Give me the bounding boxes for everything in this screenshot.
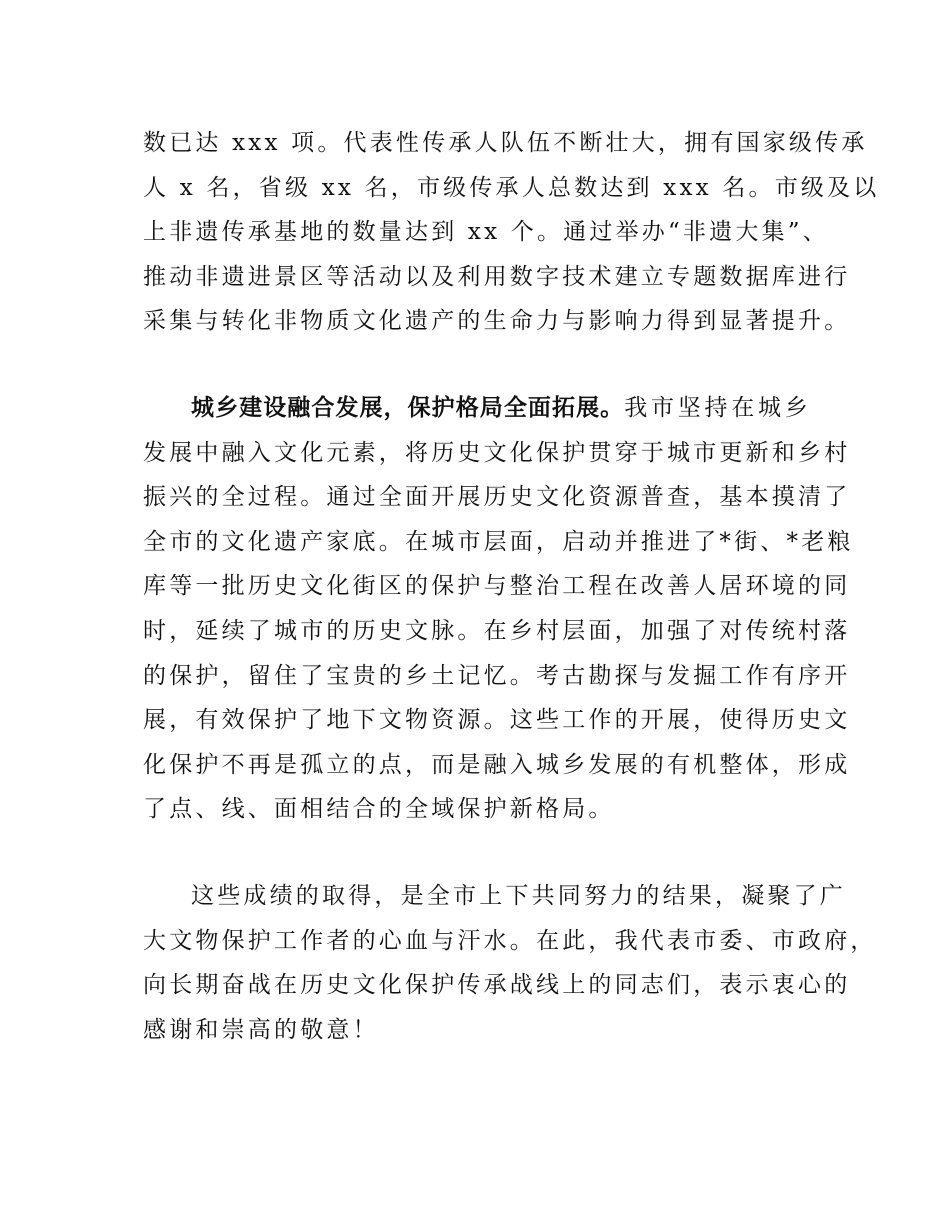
text-line: 感谢和崇高的敬意！ [143,1016,379,1043]
text-line: 人 x 名，省级 xx 名，市级传承人总数达到 xxx 名。市级及以 [143,174,880,201]
text-line: 推动非遗进景区等活动以及利用数字技术建立专题数据库进行 [143,263,851,290]
text-fragment: 我市坚持在城乡 [624,394,812,421]
text-line: 向长期奋战在历史文化保护传承战线上的同志们，表示衷心的 [143,972,851,999]
paragraph-heading: 城乡建设融合发展，保护格局全面拓展。 [191,394,625,421]
text-line-with-heading [143,386,811,431]
text-fragment: 这些成绩的取得，是全市上下共同努力的结果，凝聚了广 [191,882,846,909]
text-line: 上非遗传承基地的数量达到 xx 个。通过举办“非遗大集”、 [143,219,829,246]
document-page [143,121,880,1094]
paragraph-urban-rural-protection [143,386,854,832]
text-line: 时，延续了城市的历史文脉。在乡村层面，加强了对传统村落 [143,617,851,644]
text-line: 库等一批历史文化街区的保护与整治工程在改善人居环境的同 [143,573,851,600]
text-line: 的保护，留住了宝贵的乡土记忆。考古勘探与发掘工作有序开 [143,662,851,689]
text-line: 化保护不再是孤立的点，而是融入城乡发展的有机整体，形成 [143,751,851,778]
text-line: 振兴的全过程。通过全面开展历史文化资源普查，基本摸清了 [143,484,851,511]
text-line: 全市的文化遗产家底。在城市层面，启动并推进了*街、*老粮 [143,528,854,555]
paragraph-acknowledgement [143,874,877,1052]
text-line: 发展中融入文化元素，将历史文化保护贯穿于城市更新和乡村 [143,439,851,466]
paragraph-intangible-heritage [143,121,880,344]
text-line: 展，有效保护了地下文物资源。这些工作的开展，使得历史文 [143,707,851,734]
text-line: 大文物保护工作者的心血与汗水。在此，我代表市委、市政府， [143,927,877,954]
text-line: 了点、线、面相结合的全域保护新格局。 [143,796,615,823]
text-line: 采集与转化非物质文化遗产的生命力与影响力得到显著提升。 [143,308,851,335]
text-line [143,874,846,919]
text-line: 数已达 xxx 项。代表性传承人队伍不断壮大，拥有国家级传承 [143,130,868,156]
